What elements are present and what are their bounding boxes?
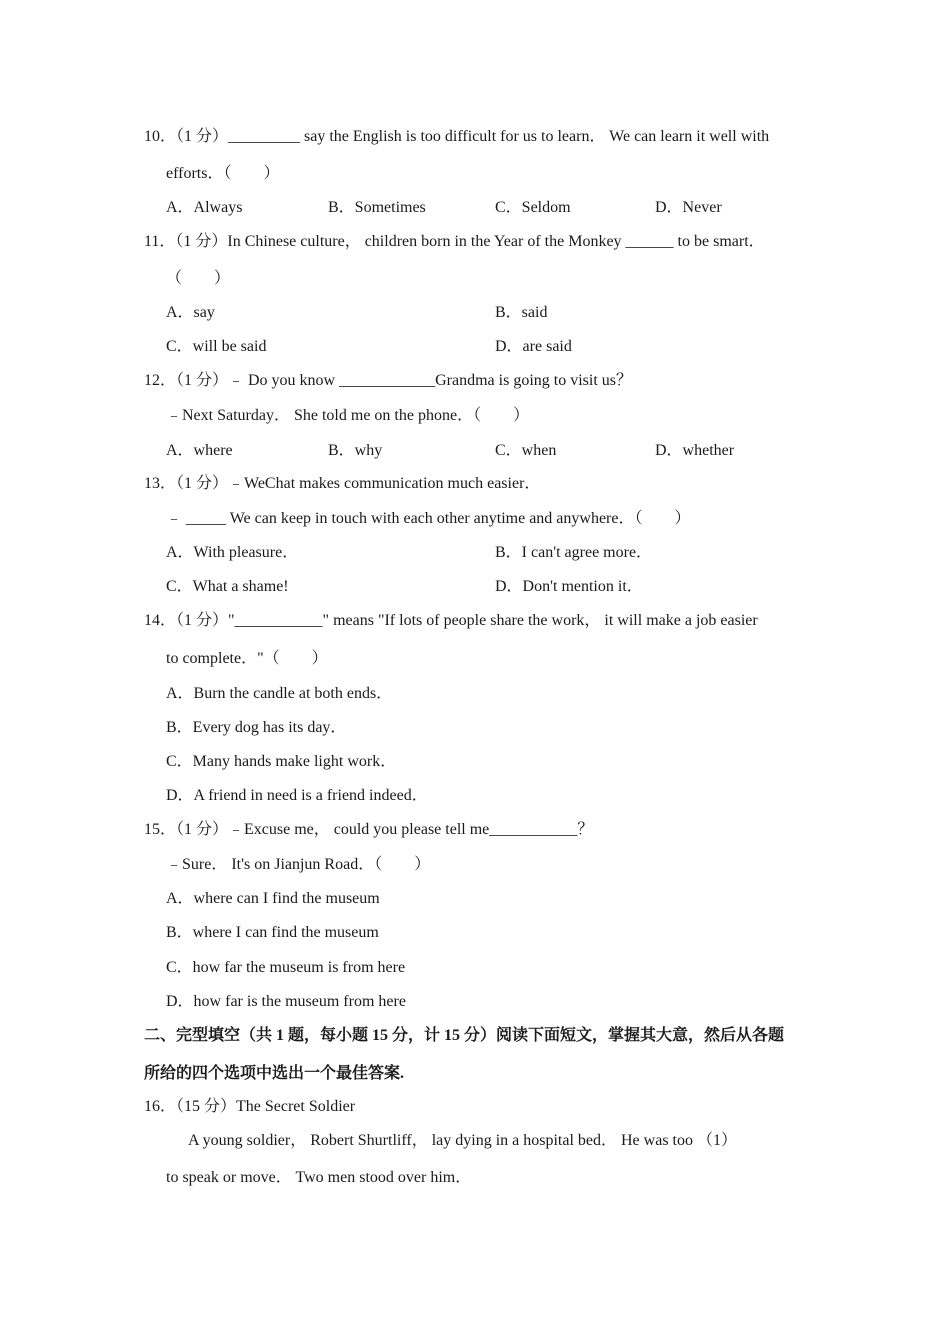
q10-option-c[interactable]: C．Seldom	[495, 199, 571, 216]
q16-passage-line1: A young soldier， Robert Shurtliff， lay dying in a hospital bed． He was too （1）	[188, 1132, 737, 1149]
q15-stem: 15．（1 分）﹣Excuse me， could you please tell me___________？	[144, 821, 594, 838]
q13-stem-cont: ﹣ _____ We can keep in touch with each other anytime and anywhere．（ ）	[166, 510, 691, 527]
q12-option-b[interactable]: B．why	[328, 442, 383, 459]
q10-option-a[interactable]: A．Always	[166, 199, 243, 216]
section2-heading-cont: 所给的四个选项中选出一个最佳答案.	[144, 1065, 405, 1082]
q13-option-c[interactable]: C．What a shame!	[166, 578, 289, 595]
q12-option-c[interactable]: C．when	[495, 442, 557, 459]
q14-option-d[interactable]: D．A friend in need is a friend indeed．	[166, 787, 428, 804]
q11-option-b[interactable]: B．said	[495, 304, 548, 321]
q10-option-b[interactable]: B．Sometimes	[328, 199, 426, 216]
q10-stem-cont: efforts．（ ）	[166, 165, 280, 182]
section2-heading: 二、完型填空（共 1 题，每小题 15 分，计 15 分）阅读下面短文，掌握其大意，然后从各题	[144, 1027, 785, 1044]
q16-stem: 16．（15 分）The Secret Soldier	[144, 1098, 356, 1115]
q14-option-a[interactable]: A．Burn the candle at both ends．	[166, 685, 393, 702]
q11-option-a[interactable]: A．say	[166, 304, 215, 321]
q11-option-d[interactable]: D．are said	[495, 338, 572, 355]
q15-option-b[interactable]: B．where I can find the museum	[166, 924, 379, 941]
q15-option-c[interactable]: C．how far the museum is from here	[166, 959, 406, 976]
q11-option-c[interactable]: C．will be said	[166, 338, 267, 355]
q13-stem: 13．（1 分）﹣WeChat makes communication much easier．	[144, 475, 541, 492]
q13-option-a[interactable]: A．With pleasure．	[166, 544, 299, 561]
q12-option-a[interactable]: A．where	[166, 442, 233, 459]
q13-option-d[interactable]: D．Don't mention it．	[495, 578, 643, 595]
q12-stem-cont: ﹣Next Saturday． She told me on the phone．（ ）	[166, 407, 530, 424]
q14-stem: 14．（1 分）"___________" means "If lots of people share the work， it will make a job easier	[144, 612, 758, 629]
q15-stem-cont: ﹣Sure． It's on Jianjun Road．（ ）	[166, 856, 431, 873]
q11-stem: 11．（1 分）In Chinese culture， children born in the Year of the Monkey ______ to be smart．	[144, 233, 765, 250]
q11-stem-cont: （ ）	[166, 270, 231, 287]
q14-option-b[interactable]: B．Every dog has its day．	[166, 719, 347, 736]
q12-stem: 12．（1 分）﹣ Do you know ____________Grandma is going to visit us？	[144, 372, 632, 389]
q14-option-c[interactable]: C．Many hands make light work．	[166, 753, 397, 770]
q16-passage-line2: to speak or move． Two men stood over him．	[166, 1169, 472, 1186]
q14-stem-cont: to complete．"（ ）	[166, 650, 328, 667]
q15-option-a[interactable]: A．where can I find the museum	[166, 890, 380, 907]
q10-option-d[interactable]: D．Never	[655, 199, 722, 216]
q15-option-d[interactable]: D．how far is the museum from here	[166, 993, 406, 1010]
q10-stem: 10．（1 分）_________ say the English is too difficult for us to learn． We can learn it well with	[144, 128, 770, 145]
q13-option-b[interactable]: B．I can't agree more．	[495, 544, 653, 561]
q12-option-d[interactable]: D．whether	[655, 442, 735, 459]
